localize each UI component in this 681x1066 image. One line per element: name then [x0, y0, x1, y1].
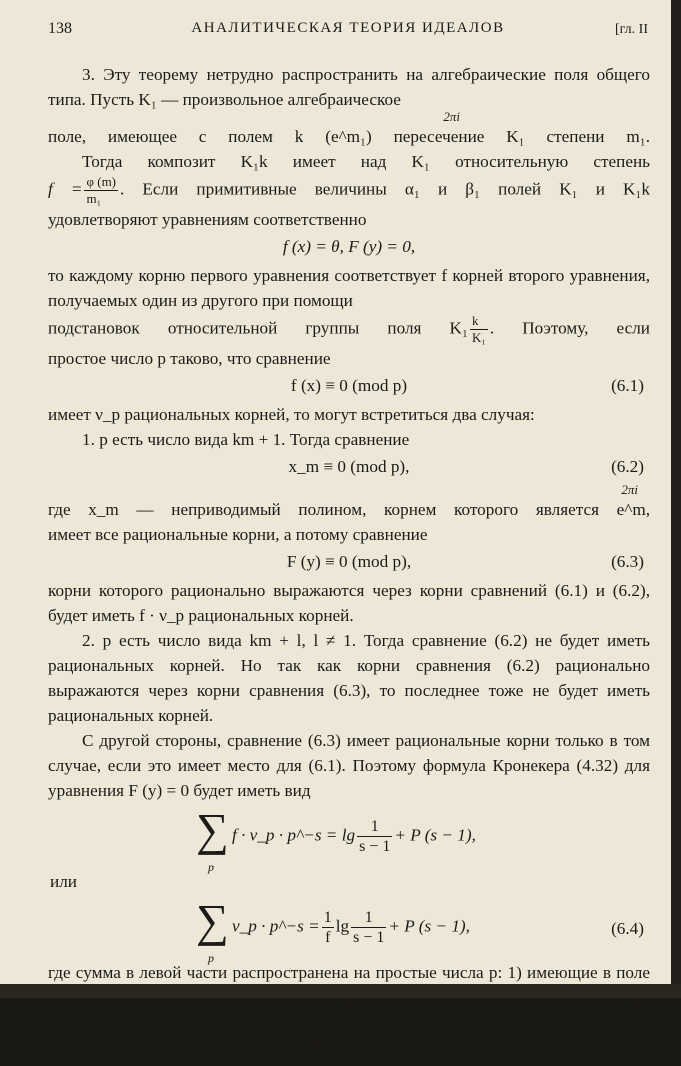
- sigma-sign-2: ∑: [196, 895, 229, 946]
- line-prime-condition: простое число p таково, что сравнение: [48, 349, 331, 368]
- paragraph-roots-correspondence: то каждому корню первого уравнения соответствует f корней второго уравнения, получаемых один из другого при помощи: [48, 266, 650, 310]
- line-two-cases: имеет ν_p рациональных корней, то могут встретиться два случая:: [48, 405, 535, 424]
- equation-6-4: ∑ p ν_p · p^−s = $\frac{1}{f}$ lg $\frac{1}{s - 1}$ + P (s − 1), (6.4): [196, 895, 644, 965]
- exponent-over-2: 2πi: [621, 482, 638, 497]
- running-title: АНАЛИТИЧЕСКАЯ ТЕОРИЯ ИДЕАЛОВ: [191, 20, 505, 36]
- chapter-label: [гл. II: [614, 22, 648, 37]
- line-degree-f: f = $\frac{\varphi (m)}{\text{m₁}}$ . Если примитивные величины α₁ и β₁ полей K₁ и K₁k: [48, 174, 650, 206]
- sigma-sign-1: ∑: [196, 804, 229, 855]
- equation-6-2: x_m ≡ 0 (mod p), (6.2): [48, 454, 650, 479]
- paragraph-sum-explanation: где сумма в левой части распространена на простые числа p: 1) имеющие в поле сравнению: [48, 963, 650, 1032]
- fraction-1-over-f: $\frac{1}{f}$: [323, 909, 332, 946]
- equation-fx-Fy: f (x) = θ, F (y) = 0,: [282, 237, 416, 256]
- equation-number-6-2: (6.2): [611, 457, 644, 476]
- line-all-rational-roots: имеет все рациональные корни, а потому сравнение: [48, 525, 428, 544]
- paragraph-3-intro: 3. Эту теорему нетрудно распространить на алгебраические поля общего типа. Пусть K₁ — произвольное алгебраическое: [48, 65, 650, 109]
- page-header: [48, 20, 648, 44]
- fraction-1-over-s-1: $\frac{1}{s - 1}$: [359, 818, 391, 855]
- fraction-phi-m: $\frac{\varphi (m)}{\text{m₁}}$: [86, 174, 117, 206]
- page-number: 138: [48, 20, 72, 37]
- equation-6-3: F (y) ≡ 0 (mod p), (6.3): [48, 549, 650, 574]
- equation-sum-1: ∑ p f · ν_p · p^−s = lg $\frac{1}{s - 1}$ + P (s − 1),: [196, 804, 476, 874]
- exponent-over-1: 2πi: [443, 109, 460, 124]
- equation-number-6-3: (6.3): [611, 552, 644, 571]
- page-body: [48, 62, 650, 1066]
- equation-6-5: p ≡ 1 (mod m). (6.5): [48, 1037, 650, 1062]
- line-equations-intro: удовлетворяют уравнениям соответственно: [48, 210, 367, 229]
- word-or: или: [50, 872, 77, 891]
- paragraph-kronecker: С другой стороны, сравнение (6.3) имеет рациональные корни только в том случае, если это имеет место для (6.1). Поэтому формула Кронекера (4.32) для уравнения F (y) = 0 будет иметь вид: [48, 731, 650, 800]
- line-irreducible-polynomial: где x_m — неприводимый полином, корнем которого является e^m,: [48, 500, 650, 519]
- line-substitutions: подстановок относительной группы поля K₁ $\frac{k}{\text{K₁}}$ . Поэтому, если: [48, 313, 650, 345]
- equation-number-6-5: (6.5): [611, 1040, 644, 1059]
- fraction-1-over-s-1-b: $\frac{1}{s - 1}$: [353, 909, 385, 946]
- fraction-k-over-K1: $\frac{k}{\text{K₁}}$: [471, 313, 486, 345]
- page-edge-shadow-bottom: [0, 984, 681, 998]
- line-case-1: 1. p есть число вида km + 1. Тогда сравнение: [82, 430, 410, 449]
- line-composite: Тогда композит K₁k имеет над K₁ относительную степень: [82, 152, 650, 171]
- page-edge-shadow-right: [671, 0, 681, 998]
- equation-6-1: f (x) ≡ 0 (mod p) (6.1): [48, 373, 650, 398]
- equation-number-6-1: (6.1): [611, 376, 644, 395]
- paragraph-case-2: 2. p есть число вида km + l, l ≠ 1. Тогда сравнение (6.2) не будет иметь рациональных корней. Но так как корни сравнения (6.2) рационально выражаются через корни сравнения (6.3), то последнее тоже не будет иметь рациональных корней.: [48, 631, 650, 725]
- equation-number-6-4: (6.4): [611, 919, 644, 938]
- paragraph-case-1-result: корни которого рационально выражаются через корни сравнений (6.1) и (6.2), будет иметь f · ν_p рациональных корней.: [48, 581, 650, 625]
- line-field-intersection: поле, имеющее с полем k (e^m₁) пересечение K₁ степени m₁.: [48, 127, 650, 146]
